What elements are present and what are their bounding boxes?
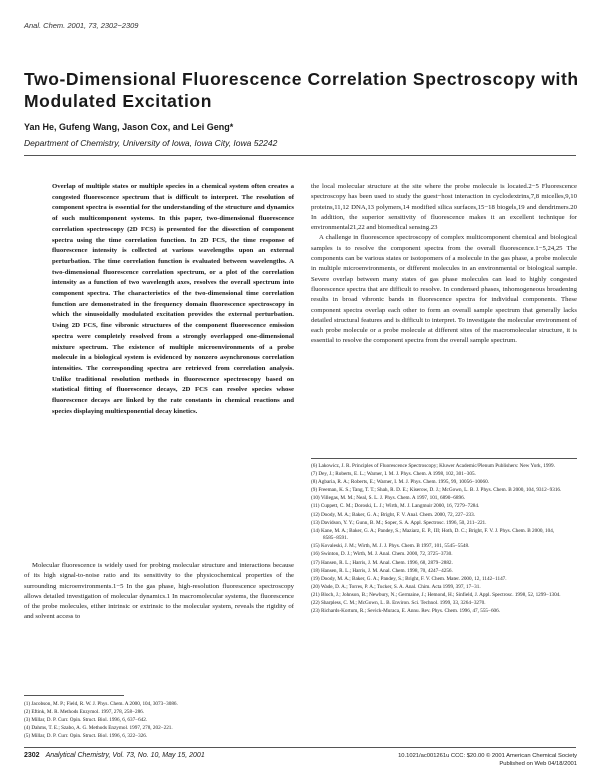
reference-item: (12) Doody, M. A.; Baker, G. A.; Bright, F. V. Anal. Chem. 2000, 72, 227−233. xyxy=(311,511,476,518)
right-column xyxy=(311,182,577,347)
intro-paragraph: Molecular fluorescence is widely used for probing molecular structure and interactions because of its high signal-to-noise ratio and its sensitivity to the physicochemical properties of the surrounding microenvironments.1−5 In the gas phase, high-resolution fluorescence spectroscopy allows detailed investigation of molecular dynamics.1 In macromolecular systems, the fluorescence of the probe molecules, either intrinsic or extrinsic to the molecular system, reveals the rigidity of and solvent access to xyxy=(24,562,294,621)
reference-item: (16) Swinton, D. J.; Wirth, M. J. Anal. Chem. 2000, 72, 3725−3730. xyxy=(311,551,453,558)
header-divider xyxy=(24,155,576,156)
reference-item: (3) Millar, D. P. Curr. Opin. Struct. Biol. 1996, 6, 637−642. xyxy=(24,717,148,724)
references-rule xyxy=(311,458,577,459)
reference-item: (10) Villegas, M. M.; Neal, S. L. J. Phys. Chem. A 1997, 101, 6890−6896. xyxy=(311,495,465,502)
reference-item: (2) Eftink, M. R. Methods Enzymol. 1997, 278, 258−286. xyxy=(24,709,145,716)
reference-item: (19) Doody, M. A.; Baker, G. A.; Pandey, S.; Bright, F. V. Chem. Mater. 2000, 12, 1142−1147. xyxy=(311,575,507,582)
body-paragraph: A challenge in fluorescence spectroscopy of complex multicomponent chemical and biological samples is to resolve the component spectra from the overall fluorescence.1−5,24,25 The components can be various states or isotopomers of a molecule in the gas phase, a probe molecule in multiple microenvironments, or different molecules in an environmental or biological sample. Severe overlap between many states of gas phase molecules can lead to highly congested fluorescence spectra that are difficult to resolve. In condensed phases, inhomogeneous broadening results in broad vibronic bands in fluorescence spectra for individual components. These component spectra overlap each other to form an overall sample spectrum that generally lacks detailed structural features and is difficult to interpret. To investigate the molecular environment of each probe molecule or a probe molecule at different sites of the macromolecular structure, it is essential to resolve the component spectra from the overall sample spectrum. xyxy=(311,234,577,345)
reference-item: (5) Millar, D. P. Curr. Opin. Struct. Biol. 1996, 6, 322−326. xyxy=(24,733,148,740)
doi-price: 10.1021/ac001261u CCC: $20.00 © 2001 American Chemical Society xyxy=(398,753,577,759)
reference-item: (17) Hansen, R. L.; Harris, J. M. Anal. Chem. 1996, 68, 2879−2882. xyxy=(311,559,453,566)
reference-item: (6) Lakowicz, J. R. Principles of Fluorescence Spectroscopy; Kluwer Academic/Plenum Publishers: New York, 1999. xyxy=(311,463,555,469)
author-list: Yan He, Gufeng Wang, Jason Cox, and Lei Geng* xyxy=(24,122,234,132)
reference-item: (14) Kane, M. A.; Baker, G. A.; Pandey, S.; Maziarz, E. P., III; Hoth, D. C.; Bright, F. V. J. Phys. Chem. B 2000, 104, 8585−8591. xyxy=(311,527,555,542)
page-footer-right xyxy=(311,752,577,768)
reference-item: (18) Hansen, R. L.; Harris, J. M. Anal. Chem. 1998, 70, 4247−4256. xyxy=(311,567,453,574)
reference-item: (23) Richards-Kortum, R.; Sevick-Muraca, E. Annu. Rev. Phys. Chem. 1996, 47, 555−606. xyxy=(311,608,501,615)
reference-item: (8) Agbaria, R. A.; Roberts, E.; Warner, I. M. J. Phys. Chem. 1995, 99, 10056−10060. xyxy=(311,479,489,486)
reference-item: (9) Freeman, K. S.; Tang, T. T.; Shah, R. D. E.; Kiserow, D. J.; McGown, L. B. J. Phys. Chem. B 2000, 104, 9312−9316. xyxy=(311,487,562,494)
reference-item: (11) Cuppett, C. M.; Doroski, L. J.; Wirth, M. J. Langmuir 2000, 16, 7279−7284. xyxy=(311,503,480,510)
footer-divider xyxy=(24,747,576,748)
footnote-rule xyxy=(24,695,124,696)
reference-item: (4) Dahms, T. E.; Szabo, A. G. Methods Enzymol. 1997, 278, 202−221. xyxy=(24,725,173,732)
article-title: Two-Dimensional Fluorescence Correlation Spectroscopy with Modulated Excitation xyxy=(24,69,579,111)
journal-reference: Anal. Chem. 2001, 73, 2302−2309 xyxy=(24,21,139,30)
reference-list-left xyxy=(24,701,294,741)
body-paragraph: the local molecular structure at the site where the probe molecule is located.2−5 Fluorescence spectroscopy has been used to study the guest−host interaction in cyclodextrins,7,8 micelles,9,10 proteins,11,12 DNA,13 polymers,14 modified silica surfaces,15−18 biogels,19 and dendrimers.20 In addition, the superior sensitivity of fluorescence makes it an excellent technique for environmental21,22 and biomedical sensing.23 xyxy=(311,183,577,232)
reference-item: (21) Bloch, J.; Johnson, B.; Newbury, N.; Germaine, J.; Hemond, H.; Sinfield, J. Appl. Spectrosc. 1998, 52, 1299−1304. xyxy=(311,591,561,598)
journal-issue: Analytical Chemistry, Vol. 73, No. 10, May 15, 2001 xyxy=(45,752,205,759)
reference-list-right xyxy=(311,463,577,616)
reference-item: (20) Wade, D. A.; Torres, P. A.; Tucker, S. A. Anal. Chim. Acta 1999, 397, 17−31. xyxy=(311,583,481,590)
affiliation: Department of Chemistry, University of Iowa, Iowa City, Iowa 52242 xyxy=(24,138,278,148)
page-number: 2302 xyxy=(24,752,40,759)
web-publication-date: Published on Web 04/18/2001 xyxy=(499,761,577,767)
reference-item: (1) Jacobson, M. P.; Field, R. W. J. Phys. Chem. A 2000, 104, 3073−3086. xyxy=(24,701,178,707)
reference-item: (7) Dey, J.; Roberts, E. L.; Warner, I. M. J. Phys. Chem. A 1998, 102, 301−305. xyxy=(311,471,476,478)
abstract: Overlap of multiple states or multiple species in a chemical system often creates a congested fluorescence spectrum that is difficult to interpret. The resolution of component spectra is essential for the understanding of the structure and dynamics of such multicomponent systems. In this paper, two-dimensional fluorescence correlation spectroscopy (2D FCS) is presented for the dissection of component spectra using the time correlation function. In 2D FCS, the time response of fluorescence intensity is collected at various wavelengths upon an external perturbation. The time correlation function is evaluated between wavelengths. A two-dimensional fluorescence correlation spectrum, or a plot of the correlation intensity as a function of two wavelength axes, resolves the overall spectrum into component spectra. The characteristics of the two-dimensional time correlation function are demonstrated in the frequency domain fluorescence spectroscopy in which the sinusoidally modulated excitation provides the external perturbation. Using 2D FCS, fine vibronic structures of the component fluorescence emission spectra were completely resolved from a strongly overlapped one-dimensional mixture spectrum. The existence of multiple microenvironments of a probe molecule in a biological system is evidenced by nonzero asynchronous correlation intensities. The corresponding spectra are retrieved from correlation analysis. Unlike traditional resolution methods in fluorescence spectroscopy based on statistical fitting of fluorescence decays, 2D FCS can resolve species whose fluorescence decays are linked by the rate constants in chemical reactions and species displaying multiexponential decay kinetics. xyxy=(52,183,294,415)
page-footer-left xyxy=(24,752,205,759)
reference-item: (13) Davidson, Y. Y.; Gunn, B. M.; Soper, S. A. Appl. Spectrosc. 1996, 50, 211−221. xyxy=(311,519,487,526)
reference-item: (15) Kovaleski, J. M.; Wirth, M. J. J. Phys. Chem. B 1997, 101, 5545−5548. xyxy=(311,543,470,550)
reference-item: (22) Sharpless, C. M.; McGown, L. B. Environ. Sci. Technol. 1999, 33, 3264−3270. xyxy=(311,600,486,606)
